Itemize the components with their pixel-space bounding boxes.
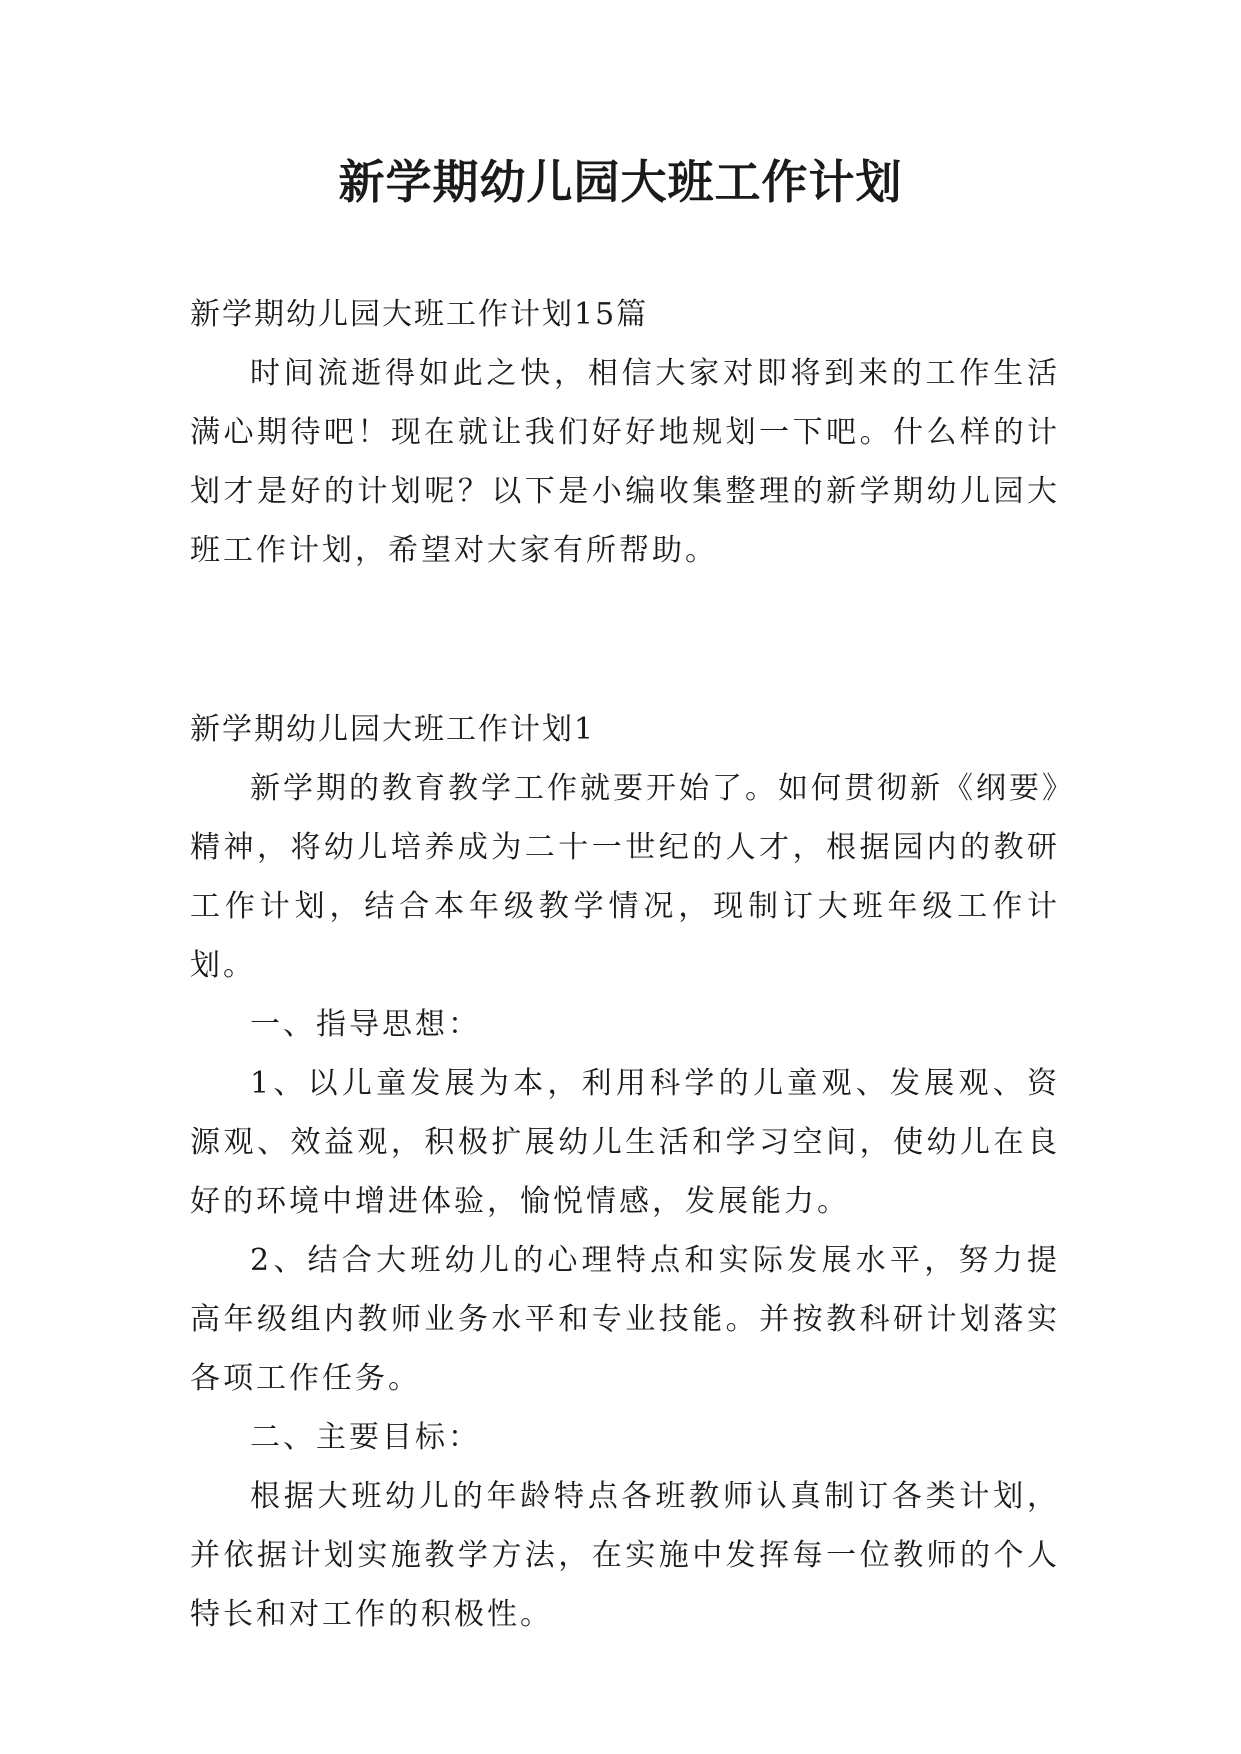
body-paragraph: 根据大班幼儿的年龄特点各班教师认真制订各类计划，并依据计划实施教学方法，在实施中发挥每一位教师的个人特长和对工作的积极性。 [190, 1479, 1060, 1632]
subheading-guiding-ideology: 一、指导思想： [250, 1007, 481, 1042]
section-spacer [190, 580, 1060, 700]
section-heading: 新学期幼儿园大班工作计划1 [190, 712, 596, 747]
intro-paragraph: 时间流逝得如此之快，相信大家对即将到来的工作生活满心期待吧！现在就让我们好好地规划一下吧。什么样的计划才是好的计划呢？以下是小编收集整理的新学期幼儿园大班工作计划，希望对大家有所帮助。 [190, 356, 1060, 568]
document-title: 新学期幼儿园大班工作计划 [338, 155, 903, 209]
body-paragraph: 2、结合大班幼儿的心理特点和实际发展水平，努力提高年级组内教师业务水平和专业技能。并按教科研计划落实各项工作任务。 [190, 1243, 1060, 1396]
body-paragraph: 新学期的教育教学工作就要开始了。如何贯彻新《纲要》精神，将幼儿培养成为二十一世纪的人才，根据园内的教研工作计划，结合本年级教学情况，现制订大班年级工作计划。 [190, 771, 1060, 983]
intro-heading: 新学期幼儿园大班工作计划15篇 [190, 297, 649, 332]
document-body [190, 285, 1060, 1644]
subheading-main-goals: 二、主要目标： [250, 1420, 481, 1455]
body-paragraph: 1、以儿童发展为本，利用科学的儿童观、发展观、资源观、效益观，积极扩展幼儿生活和学习空间，使幼儿在良好的环境中增进体验，愉悦情感，发展能力。 [190, 1066, 1060, 1219]
